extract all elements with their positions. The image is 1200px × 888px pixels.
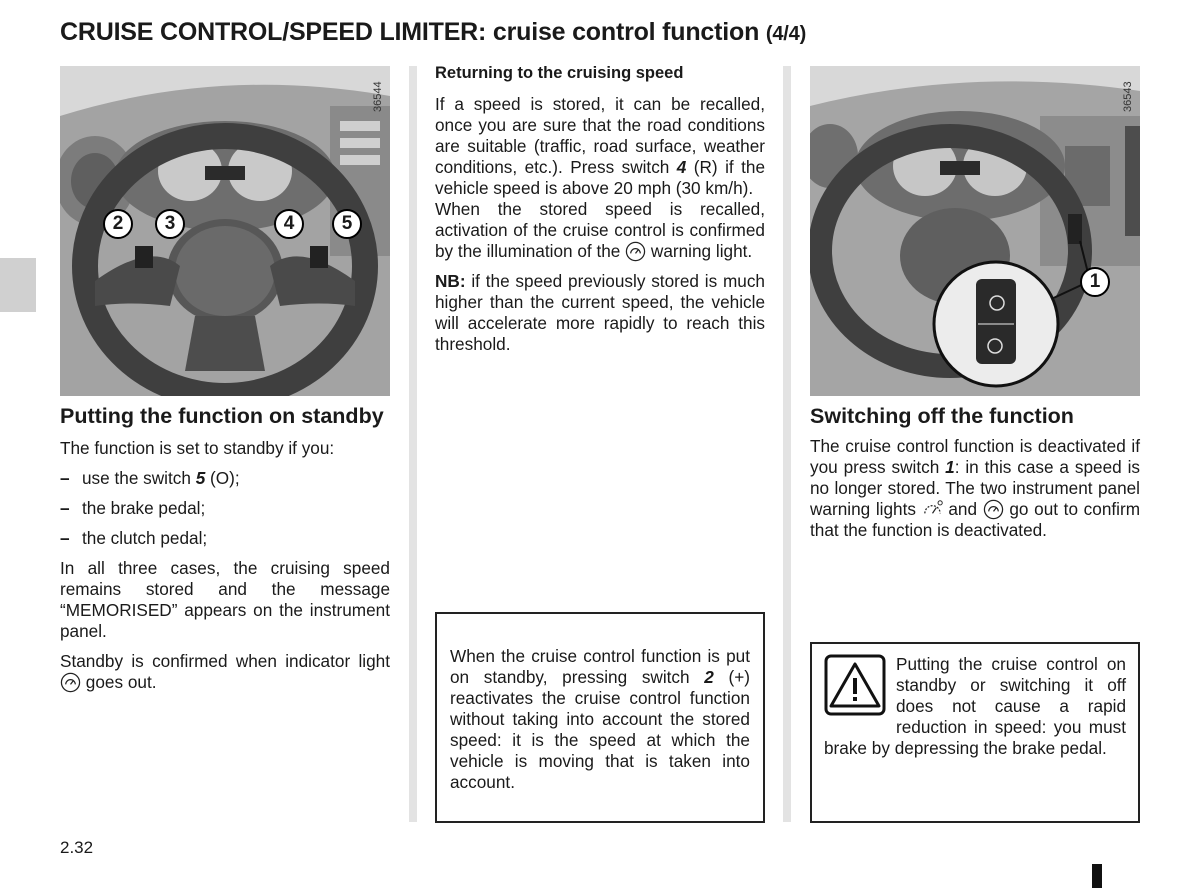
returning-nb: NB: if the speed previously stored is much higher than the current speed, the vehicle will accelerate more rapidly to reach this threshold. [435,271,765,354]
page-number: 2.32 [60,838,94,857]
info-box-text: When the cruise control function is put on standby, pressing switch 2 (+) reactivates the cruise control function without taking into account the stored speed: it is the speed at which the vehicle is moving that is taken into account. [450,646,750,792]
column-divider-right [783,66,791,822]
section-heading-returning: Returning to the cruising speed [435,64,684,82]
left-column [60,403,390,702]
figure-reference: 36544 [372,81,384,112]
middle-column [435,63,765,364]
title-main: CRUISE CONTROL/SPEED LIMITER: cruise control function [60,18,760,46]
standby-list [60,468,390,549]
list-item: – the clutch pedal; [60,528,390,549]
callout-1: 1 [1080,267,1110,297]
page-edge-marker [1092,864,1102,888]
cruise-control-icon [983,499,1004,520]
section-heading-standby: Putting the function on standby [60,404,384,428]
list-item: – use the switch 5 (O); [60,468,390,489]
cruise-control-active-icon [922,499,943,520]
returning-para-recall: If a speed is stored, it can be recalled, once you are sure that the road conditions are suitable (traffic, road surface, weather conditions, etc.). Press switch 4 (R) if the vehicle speed is above 20 mph (30 km/h). [435,94,765,198]
page-title [60,18,806,47]
switching-off-body [810,436,1140,541]
dashboard-switch-figure [810,66,1140,396]
chapter-tab [0,258,36,312]
standby-intro: The function is set to standby if you: [60,438,335,458]
callout-3: 3 [155,209,185,239]
returning-body [435,94,765,355]
title-part: (4/4) [765,23,807,45]
cruise-control-icon [60,672,81,693]
right-column [810,403,1140,550]
column-divider-left [409,66,417,822]
list-item: – the brake pedal; [60,498,390,519]
cruise-control-icon [625,241,646,262]
standby-body [60,438,390,693]
warning-text: Putting the cruise control on standby or switching it off does not cause a rapid reduction in speed: you must brake by depressing the brake pedal. [824,654,1126,758]
callout-2: 2 [103,209,133,239]
dashboard-illustration [810,66,1140,396]
standby-para-memorised: In all three cases, the cruising speed remains stored and the message “MEMORISED” appears on the instrument panel. [60,558,390,641]
callout-4: 4 [274,209,304,239]
section-heading-switching-off: Switching off the function [810,404,1074,428]
switching-off-para: The cruise control function is deactivated if you press switch 1: in this case a speed is no longer stored. The two instrument panel warning lights and go out to confirm that the function is deactivated. [810,436,1141,540]
standby-para-indicator: Standby is confirmed when indicator light goes out. [60,651,390,692]
returning-para-confirm: When the stored speed is recalled, activation of the cruise control is confirmed by the illumination of the warning light. [435,199,765,261]
warning-triangle-icon [824,654,886,716]
figure-reference: 36543 [1122,81,1134,112]
steering-wheel-figure [60,66,390,396]
callout-5: 5 [332,209,362,239]
info-box [435,612,765,823]
warning-box [810,642,1140,823]
